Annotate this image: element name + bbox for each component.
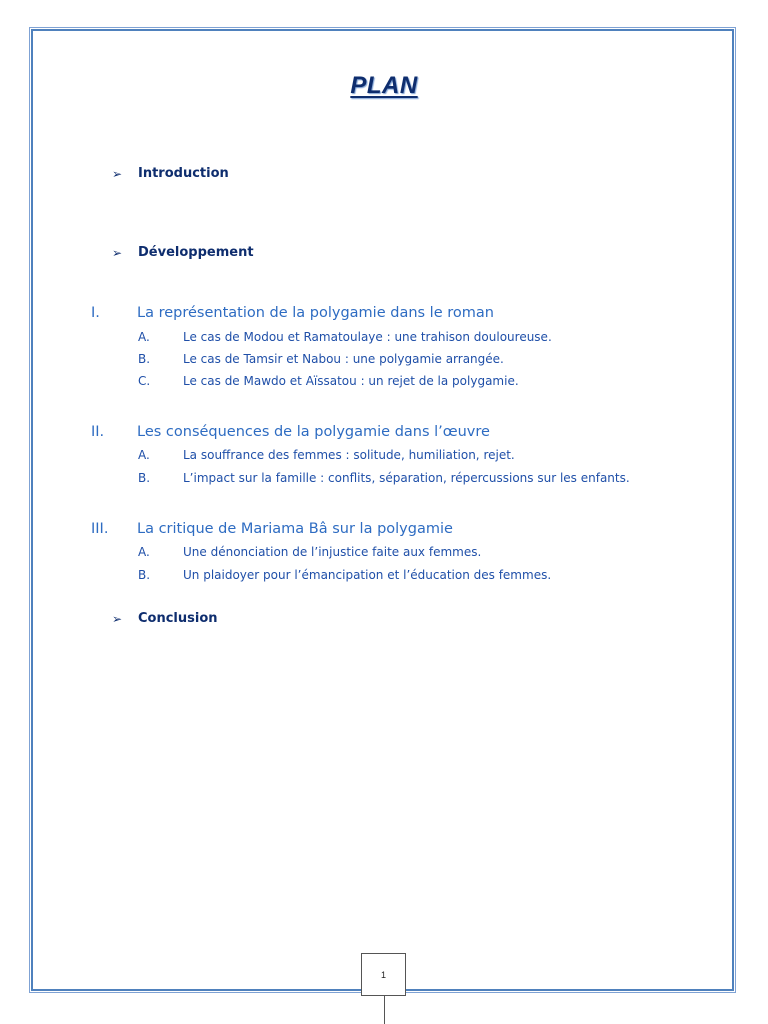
- item-text: Un plaidoyer pour l’émancipation et l’éducation des femmes.: [183, 568, 552, 582]
- item-text: Le cas de Mawdo et Aïssatou : un rejet de la polygamie.: [183, 374, 519, 388]
- item-text: L’impact sur la famille : conflits, séparation, répercussions sur les enfants.: [183, 471, 630, 485]
- bullet-label: Conclusion: [138, 611, 218, 626]
- arrow-bullet-icon: ➢: [112, 166, 123, 181]
- bullet-conclusion: [112, 611, 218, 626]
- page-number: 1: [361, 953, 406, 996]
- item-text: Une dénonciation de l’injustice faite aux femmes.: [183, 545, 482, 559]
- section-number: III.: [91, 521, 109, 537]
- section-number: II.: [91, 424, 105, 440]
- bullet-label: Introduction: [138, 166, 229, 181]
- item-text: Le cas de Tamsir et Nabou : une polygamie arrangée.: [183, 352, 504, 366]
- list-item: [138, 330, 552, 344]
- item-letter: A.: [138, 330, 150, 344]
- item-text: Le cas de Modou et Ramatoulaye : une trahison douloureuse.: [183, 330, 552, 344]
- item-text: La souffrance des femmes : solitude, humiliation, rejet.: [183, 448, 515, 462]
- section-heading-2: [91, 424, 490, 440]
- list-item: [138, 545, 481, 559]
- item-letter: A.: [138, 545, 150, 559]
- arrow-bullet-icon: ➢: [112, 611, 123, 626]
- item-letter: A.: [138, 448, 150, 462]
- section-heading-3: [91, 521, 453, 537]
- bullet-introduction: [112, 166, 229, 181]
- arrow-bullet-icon: ➢: [112, 245, 123, 260]
- list-item: [138, 448, 515, 462]
- item-letter: C.: [138, 374, 151, 388]
- section-title: La critique de Mariama Bâ sur la polygamie: [137, 521, 453, 537]
- list-item: [138, 352, 504, 366]
- item-letter: B.: [138, 471, 151, 485]
- item-letter: B.: [138, 352, 151, 366]
- list-item: [138, 471, 630, 485]
- page-title: PLAN: [350, 72, 418, 99]
- item-letter: B.: [138, 568, 151, 582]
- section-heading-1: [91, 305, 494, 321]
- section-title: La représentation de la polygamie dans le roman: [137, 305, 494, 321]
- bullet-development: [112, 245, 254, 260]
- page-number-connector: [384, 996, 385, 1024]
- bullet-label: Développement: [138, 245, 254, 260]
- list-item: [138, 568, 551, 582]
- section-title: Les conséquences de la polygamie dans l’œuvre: [137, 424, 490, 440]
- section-number: I.: [91, 305, 100, 321]
- list-item: [138, 374, 519, 388]
